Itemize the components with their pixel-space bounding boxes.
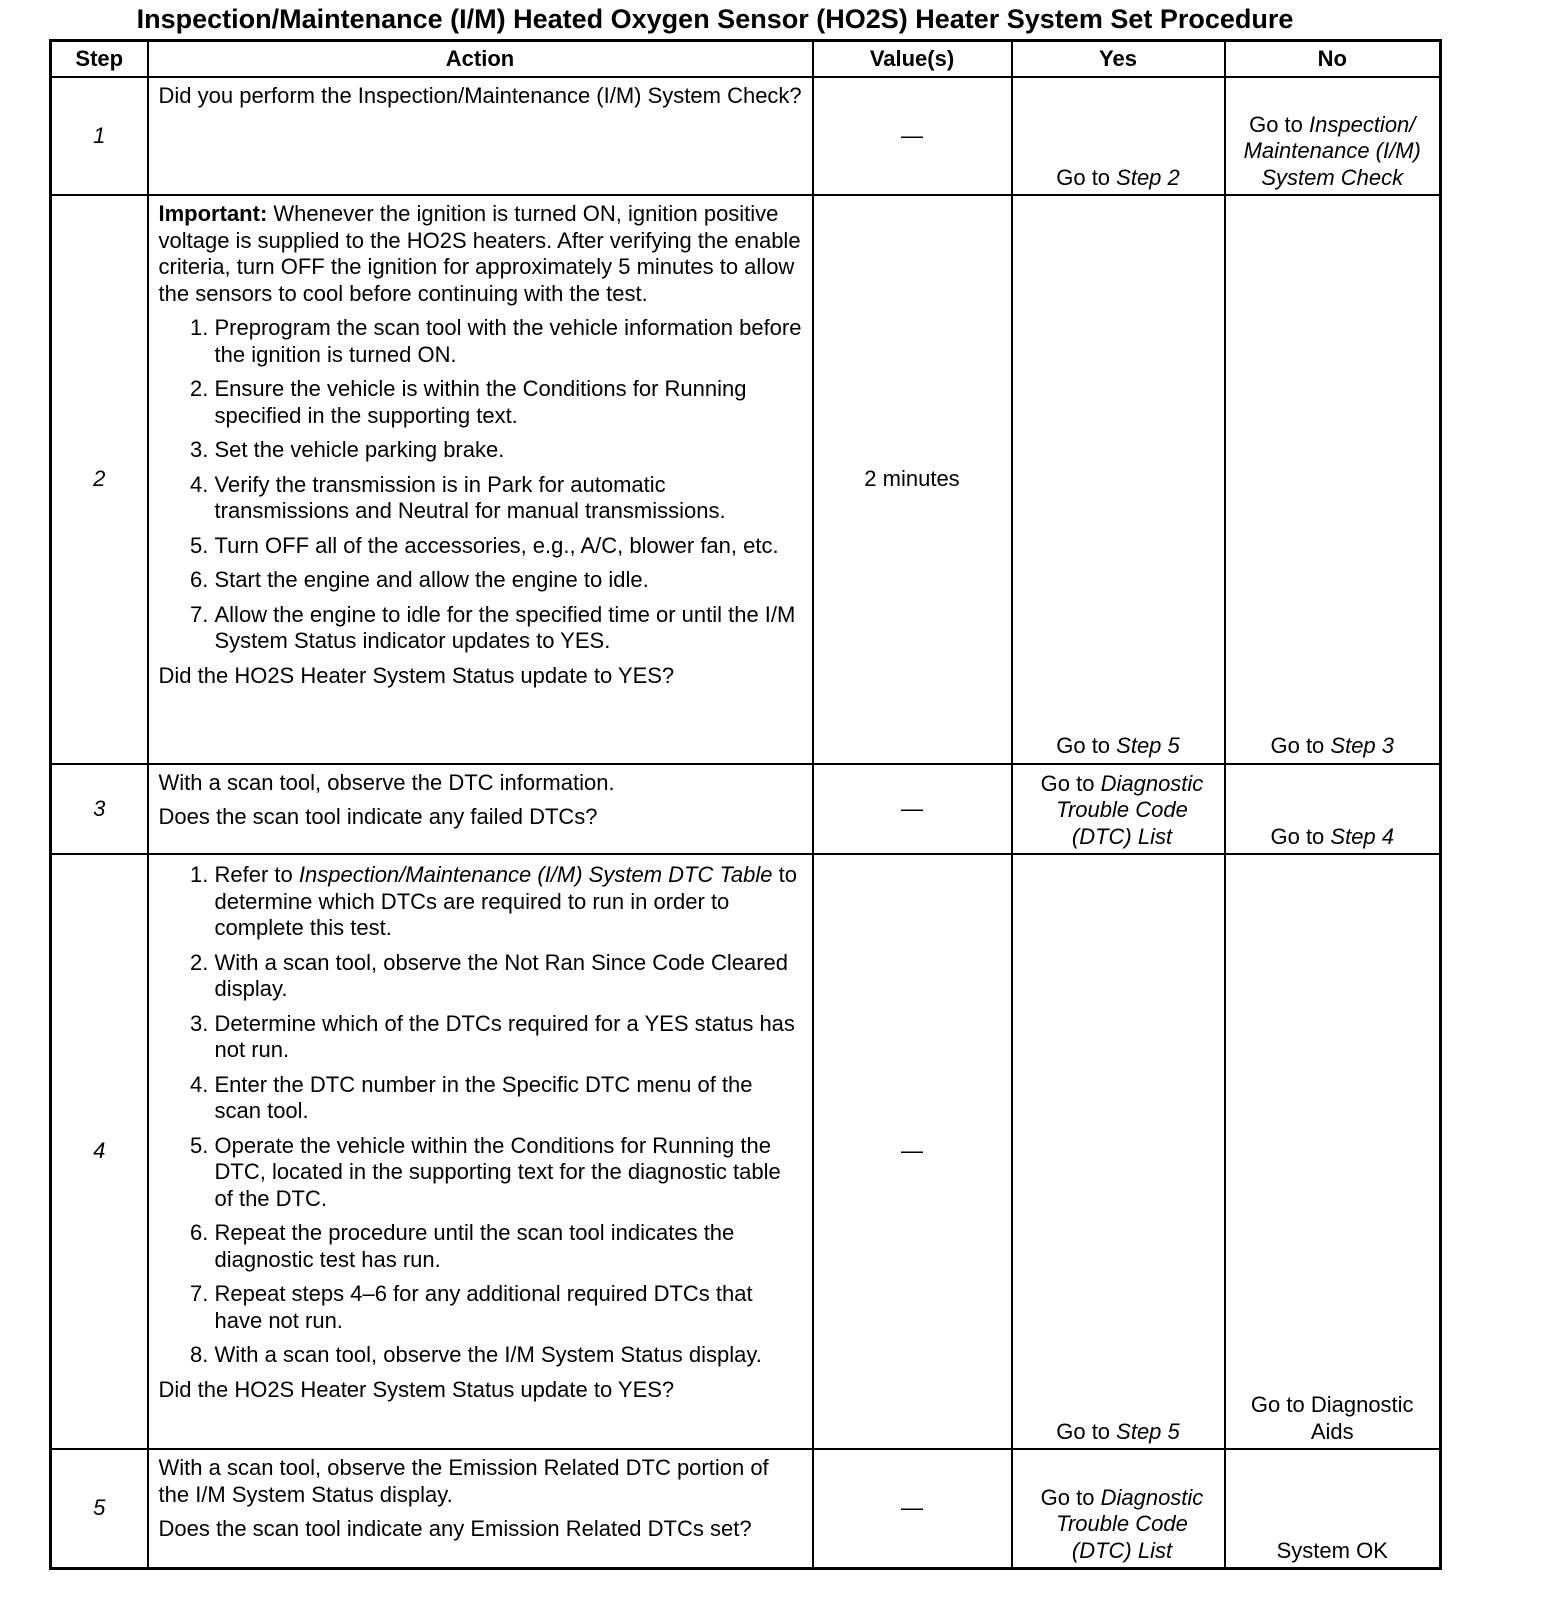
header-step: Step xyxy=(51,41,148,78)
important-text: Whenever the ignition is turned ON, ignition positive voltage is supplied to the HO2S heaters. After verifying the enable criteria, turn OFF the ignition for approximately 5 minutes to allow the sensors to cool before continuing with the test. xyxy=(158,201,801,306)
step-number: 1 xyxy=(51,77,148,195)
action-text: With a scan tool, observe the Emission Related DTC portion of the I/M System Status display. xyxy=(158,1455,769,1507)
no-text: System OK xyxy=(1276,1537,1388,1563)
list-item: 3. Set the vehicle parking brake. xyxy=(215,437,804,464)
action-cell xyxy=(148,1449,813,1568)
yes-link: Step 5 xyxy=(1116,733,1180,759)
no-link: Step 4 xyxy=(1330,823,1395,849)
value-cell: — xyxy=(813,764,1012,855)
question-text: Did the HO2S Heater System Status update to YES? xyxy=(158,1376,675,1402)
question-text: Did you perform the Inspection/Maintenance (I/M) System Check? xyxy=(158,83,802,108)
list-item: 5. Turn OFF all of the accessories, e.g., A/C, blower fan, etc. xyxy=(215,533,804,560)
value-cell: — xyxy=(813,77,1012,195)
list-item: 2. With a scan tool, observe the Not Ran Since Code Cleared display. xyxy=(215,950,804,1003)
value-cell: — xyxy=(813,854,1012,1449)
table-reference-link: Inspection/Maintenance (I/M) System DTC Table xyxy=(298,862,773,888)
action-cell xyxy=(148,77,813,195)
no-cell xyxy=(1225,854,1441,1449)
no-prefix: Go to xyxy=(1249,111,1309,137)
action-text: With a scan tool, observe the DTC information. xyxy=(158,769,615,795)
no-cell xyxy=(1225,195,1441,763)
yes-cell xyxy=(1012,195,1225,763)
list-item: 4. Verify the transmission is in Park for automatic transmissions and Neutral for manual transmissions. xyxy=(215,472,804,525)
list-item: 7. Repeat steps 4–6 for any additional required DTCs that have not run. xyxy=(215,1281,804,1334)
header-row xyxy=(51,41,1441,78)
list-item: 1. Preprogram the scan tool with the vehicle information before the ignition is turned ON. xyxy=(215,315,804,368)
step-number: 4 xyxy=(51,854,148,1449)
item-prefix: Refer to xyxy=(214,862,299,888)
procedure-table xyxy=(49,39,1442,1570)
no-cell xyxy=(1225,764,1441,855)
table-row-step-1 xyxy=(51,77,1441,195)
step-number: 2 xyxy=(51,195,148,763)
action-cell xyxy=(148,854,813,1449)
procedure-list xyxy=(159,862,804,1369)
yes-link: Step 5 xyxy=(1116,1418,1180,1444)
list-item: 5. Operate the vehicle within the Conditions for Running the DTC, located in the supporting text for the diagnostic table of the DTC. xyxy=(215,1133,804,1213)
list-item: 8. With a scan tool, observe the I/M System Status display. xyxy=(215,1342,804,1369)
page-title: Inspection/Maintenance (I/M) Heated Oxygen Sensor (HO2S) Heater System Set Procedure xyxy=(136,4,1294,34)
yes-link: Step 2 xyxy=(1116,164,1180,190)
action-cell xyxy=(148,195,813,763)
list-item xyxy=(215,862,804,942)
table-row-step-3 xyxy=(51,764,1441,855)
yes-cell xyxy=(1012,77,1225,195)
question-text: Does the scan tool indicate any Emission Related DTCs set? xyxy=(158,1516,752,1542)
list-item: 3. Determine which of the DTCs required for a YES status has not run. xyxy=(215,1011,804,1064)
no-prefix: Go to xyxy=(1270,733,1331,759)
yes-link: Diagnostic Trouble Code (DTC) List xyxy=(1056,1484,1204,1563)
yes-prefix: Go to xyxy=(1056,1418,1117,1444)
item-suffix: to determine which DTCs are required to run in order to complete this test. xyxy=(214,862,797,941)
no-link: Inspection/ Maintenance (I/M) System Check xyxy=(1243,111,1421,190)
yes-prefix: Go to xyxy=(1040,770,1101,796)
list-item: 7. Allow the engine to idle for the specified time or until the I/M System Status indicator updates to YES. xyxy=(215,602,804,655)
step-number: 3 xyxy=(51,764,148,855)
important-note xyxy=(159,201,804,307)
table-row-step-5 xyxy=(51,1449,1441,1568)
yes-prefix: Go to xyxy=(1040,1484,1101,1510)
no-link: Step 3 xyxy=(1330,733,1395,759)
no-cell xyxy=(1225,1449,1441,1568)
yes-cell xyxy=(1012,854,1225,1449)
no-prefix: Go to xyxy=(1270,823,1331,849)
question-text: Did the HO2S Heater System Status update to YES? xyxy=(158,662,675,688)
yes-link: Diagnostic Trouble Code (DTC) List xyxy=(1056,770,1204,849)
yes-prefix: Go to xyxy=(1056,733,1117,759)
no-cell xyxy=(1225,77,1441,195)
table-row-step-4 xyxy=(51,854,1441,1449)
value-cell: 2 minutes xyxy=(813,195,1012,763)
yes-cell xyxy=(1012,1449,1225,1568)
important-label: Important: xyxy=(158,201,268,227)
question-text: Does the scan tool indicate any failed DTCs? xyxy=(158,804,598,830)
header-action: Action xyxy=(148,41,813,78)
no-text: Go to Diagnostic Aids xyxy=(1250,1392,1414,1444)
yes-cell xyxy=(1012,764,1225,855)
table-row-step-2 xyxy=(51,195,1441,763)
value-cell: — xyxy=(813,1449,1012,1568)
step-number: 5 xyxy=(51,1449,148,1568)
action-cell xyxy=(148,764,813,855)
yes-prefix: Go to xyxy=(1056,164,1117,190)
header-no: No xyxy=(1225,41,1441,78)
list-item: 4. Enter the DTC number in the Specific DTC menu of the scan tool. xyxy=(215,1072,804,1125)
list-item: 2. Ensure the vehicle is within the Conditions for Running specified in the supporting text. xyxy=(215,376,804,429)
header-yes: Yes xyxy=(1012,41,1225,78)
procedure-list xyxy=(159,315,804,655)
list-item: 6. Start the engine and allow the engine to idle. xyxy=(215,567,804,594)
list-item: 6. Repeat the procedure until the scan tool indicates the diagnostic test has run. xyxy=(215,1220,804,1273)
header-values: Value(s) xyxy=(813,41,1012,78)
